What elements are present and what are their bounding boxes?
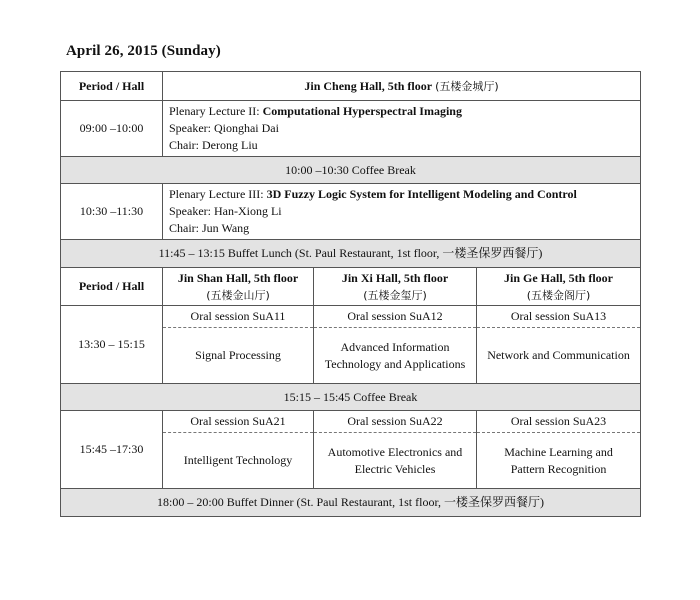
hall-cn: (五楼金山厅) bbox=[206, 288, 270, 302]
lecture-3-title-line bbox=[169, 186, 636, 203]
hall-header-jin-xi bbox=[314, 268, 477, 306]
header-row bbox=[61, 72, 641, 101]
lecture-2-speaker: Speaker: Qionghai Dai bbox=[169, 121, 279, 135]
session-code: Oral session SuA21 bbox=[163, 411, 314, 433]
session-1-time: 13:30 – 15:15 bbox=[61, 306, 163, 384]
period-hall-header: Period / Hall bbox=[61, 72, 163, 101]
coffee-break-2-row bbox=[61, 384, 641, 411]
topic-line: Network and Communication bbox=[487, 348, 630, 362]
lecture-2-title: Computational Hyperspectral Imaging bbox=[262, 104, 462, 118]
lecture-3-speaker: Speaker: Han-Xiong Li bbox=[169, 204, 282, 218]
session-topic bbox=[163, 433, 314, 489]
session-2-time: 15:45 –17:30 bbox=[61, 411, 163, 489]
session-2-code-row bbox=[61, 411, 641, 433]
session-code: Oral session SuA11 bbox=[163, 306, 314, 328]
schedule-table bbox=[60, 71, 641, 517]
topic-line: Technology and Applications bbox=[324, 356, 466, 371]
buffet-lunch: 11:45 – 13:15 Buffet Lunch (St. Paul Restaurant, 1st floor, 一楼圣保罗西餐厅) bbox=[61, 240, 641, 268]
lecture-2-row bbox=[61, 101, 641, 157]
topic-line: Machine Learning and bbox=[504, 444, 613, 459]
session-code: Oral session SuA22 bbox=[314, 411, 477, 433]
coffee-break-1-row bbox=[61, 157, 641, 184]
halls-header-row bbox=[61, 268, 641, 306]
lecture-2-details bbox=[163, 101, 641, 157]
hall-name: Jin Ge Hall, 5th floor bbox=[504, 270, 614, 285]
topic-line: Automotive Electronics and bbox=[327, 444, 463, 459]
page-title: April 26, 2015 (Sunday) bbox=[66, 43, 221, 59]
topic-line: Advanced Information bbox=[340, 339, 450, 354]
hall-header-jin-ge bbox=[477, 268, 641, 306]
main-hall-header bbox=[163, 72, 641, 101]
lecture-3-chair: Chair: Jun Wang bbox=[169, 221, 250, 235]
hall-cn: (五楼金阁厅) bbox=[526, 288, 591, 302]
dinner-row bbox=[61, 489, 641, 517]
hall-header-jin-shan bbox=[163, 268, 314, 306]
lecture-3-time: 10:30 –11:30 bbox=[61, 184, 163, 240]
hall-cn: (五楼金玺厅) bbox=[363, 288, 427, 302]
session-topic bbox=[477, 433, 641, 489]
session-code: Oral session SuA13 bbox=[477, 306, 641, 328]
session-code: Oral session SuA12 bbox=[314, 306, 477, 328]
lecture-3-details bbox=[163, 184, 641, 240]
session-topic bbox=[477, 328, 641, 384]
session-topic bbox=[163, 328, 314, 384]
topic-line: Electric Vehicles bbox=[354, 461, 436, 476]
coffee-break-1: 10:00 –10:30 Coffee Break bbox=[61, 157, 641, 184]
lecture-3-prefix: Plenary Lecture III: bbox=[169, 187, 267, 201]
lecture-3-title: 3D Fuzzy Logic System for Intelligent Modeling and Control bbox=[266, 187, 577, 201]
session-1-code-row bbox=[61, 306, 641, 328]
buffet-dinner: 18:00 – 20:00 Buffet Dinner (St. Paul Restaurant, 1st floor, 一楼圣保罗西餐厅) bbox=[61, 489, 641, 517]
lecture-3-row bbox=[61, 184, 641, 240]
main-hall-cn: (五楼金城厅) bbox=[435, 79, 499, 93]
coffee-break-2: 15:15 – 15:45 Coffee Break bbox=[61, 384, 641, 411]
lecture-2-chair: Chair: Derong Liu bbox=[169, 138, 258, 152]
main-hall-name: Jin Cheng Hall, 5th floor bbox=[304, 78, 433, 93]
session-code: Oral session SuA23 bbox=[477, 411, 641, 433]
lecture-2-title-line bbox=[169, 103, 636, 120]
period-hall-header-2: Period / Hall bbox=[61, 268, 163, 306]
lecture-2-time: 09:00 –10:00 bbox=[61, 101, 163, 157]
topic-line: Intelligent Technology bbox=[183, 453, 293, 467]
hall-name: Jin Shan Hall, 5th floor bbox=[177, 270, 299, 285]
lecture-2-prefix: Plenary Lecture II: bbox=[169, 104, 263, 118]
lunch-row bbox=[61, 240, 641, 268]
session-topic bbox=[314, 328, 477, 384]
topic-line: Signal Processing bbox=[195, 348, 281, 362]
session-topic bbox=[314, 433, 477, 489]
topic-line: Pattern Recognition bbox=[510, 461, 607, 476]
hall-name: Jin Xi Hall, 5th floor bbox=[341, 270, 449, 285]
